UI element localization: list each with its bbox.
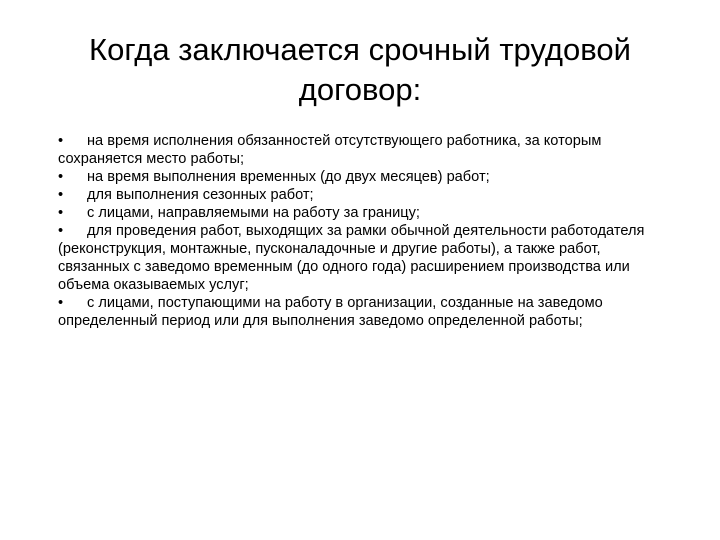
- bullet-text-1: на время исполнения обязанностей отсутствующего работника, за которым сохраняется место работы;: [58, 133, 602, 167]
- bullet-text-4: с лицами, направляемыми на работу за границу;: [87, 205, 420, 221]
- slide-title-line-2: договор:: [298, 72, 422, 107]
- bullet-text-3: для выполнения сезонных работ;: [87, 187, 314, 203]
- bullet-item-1: [58, 132, 670, 168]
- bullet-item-3: [58, 186, 670, 204]
- slide-title-line-1: Когда заключается срочный трудовой: [89, 32, 631, 67]
- bullet-marker: •: [58, 133, 64, 149]
- bullet-text-6: с лицами, поступающими на работу в организации, созданные на заведомо определенный период или для выполнения заведомо определенной работы;: [58, 295, 603, 329]
- bullet-marker: •: [58, 223, 64, 239]
- bullet-list: [58, 132, 670, 330]
- bullet-marker: •: [58, 205, 64, 221]
- bullet-item-6: [58, 294, 670, 330]
- bullet-text-5: для проведения работ, выходящих за рамки обычной деятельности работодателя (реконструкция, монтажные, пусконаладочные и другие работы), а также работ, связанных с заведомо временным (до одного года) расширением производства или объема оказываемых услуг;: [58, 223, 645, 293]
- slide-title: [60, 30, 660, 110]
- bullet-marker: •: [58, 169, 64, 185]
- bullet-item-5: [58, 222, 670, 294]
- bullet-text-2: на время выполнения временных (до двух месяцев) работ;: [87, 169, 490, 185]
- bullet-marker: •: [58, 295, 64, 311]
- bullet-marker: •: [58, 187, 64, 203]
- bullet-item-4: [58, 204, 670, 222]
- bullet-item-2: [58, 168, 670, 186]
